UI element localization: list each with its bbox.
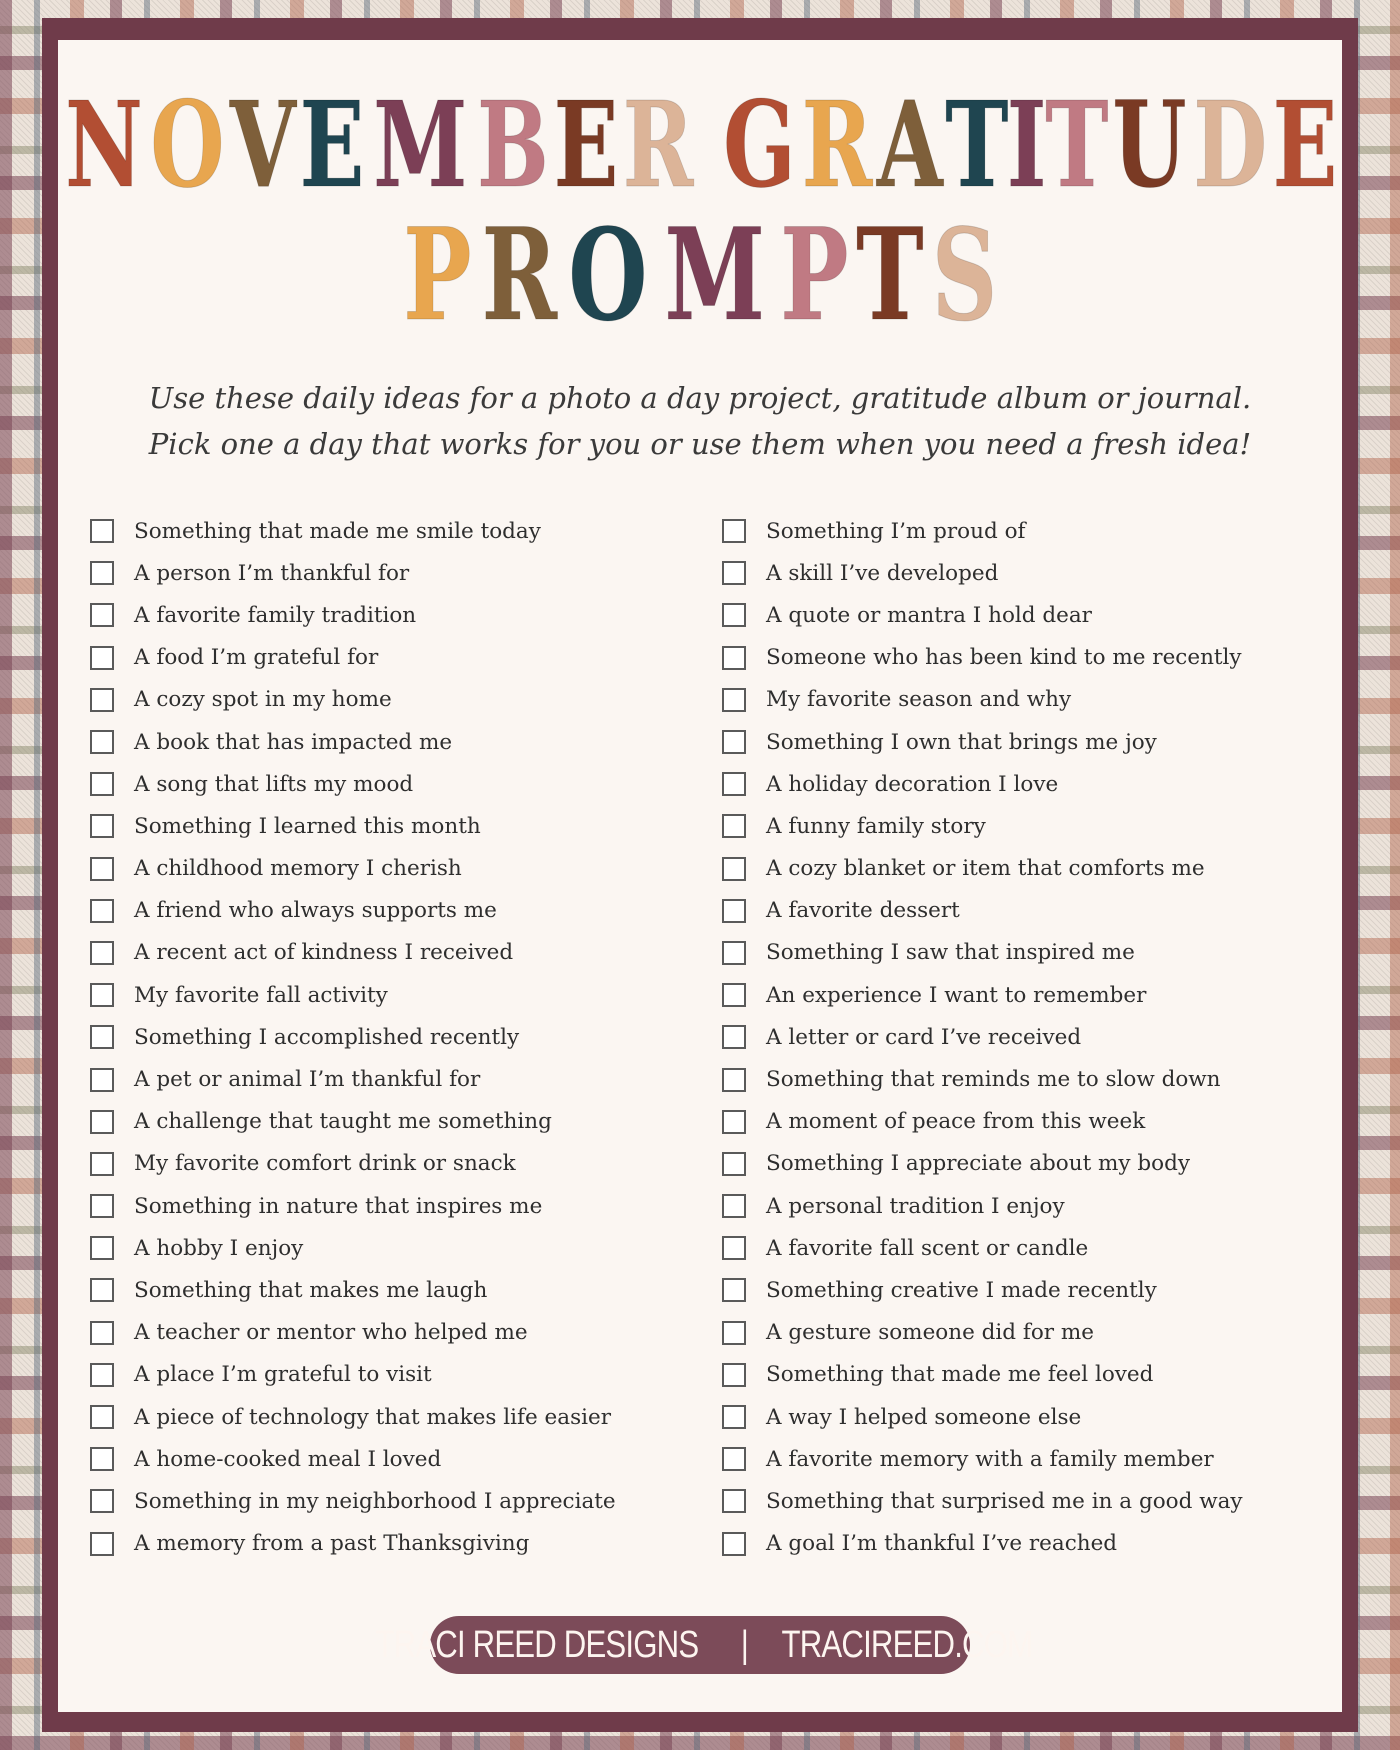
title-letter: I xyxy=(1007,75,1047,214)
prompt-label: A hobby I enjoy xyxy=(134,1235,304,1261)
title-letter: E xyxy=(553,75,619,214)
prompt-checkbox[interactable] xyxy=(722,941,746,965)
prompt-item xyxy=(90,1438,650,1480)
prompt-checkbox[interactable] xyxy=(90,899,114,923)
prompt-checkbox[interactable] xyxy=(90,519,114,543)
title-letter: U xyxy=(1112,75,1187,214)
prompt-label: A favorite fall scent or candle xyxy=(766,1235,1089,1261)
prompt-checkbox[interactable] xyxy=(722,603,746,627)
prompt-checkbox[interactable] xyxy=(722,1532,746,1556)
prompt-label: Something in my neighborhood I appreciate xyxy=(134,1488,616,1514)
prompt-checkbox[interactable] xyxy=(90,857,114,881)
prompt-label: A funny family story xyxy=(766,813,986,839)
title-prompts xyxy=(58,201,1342,349)
prompt-label: A favorite family tradition xyxy=(134,602,417,628)
prompt-label: Something I’m proud of xyxy=(766,518,1026,544)
title-letter: P xyxy=(779,201,849,349)
title-letter: V xyxy=(229,75,296,214)
prompt-label: A place I’m grateful to visit xyxy=(134,1362,432,1388)
prompt-checkbox[interactable] xyxy=(722,688,746,712)
prompt-item xyxy=(90,679,650,721)
prompt-label: My favorite fall activity xyxy=(134,982,388,1008)
title-letter: M xyxy=(664,201,766,349)
title-letter: P xyxy=(403,201,472,349)
prompt-checkbox[interactable] xyxy=(722,899,746,923)
prompt-item xyxy=(90,1354,650,1396)
prompt-checkbox[interactable] xyxy=(90,1025,114,1049)
prompt-label: A moment of peace from this week xyxy=(766,1109,1146,1135)
prompt-item xyxy=(722,1480,1282,1522)
prompt-item xyxy=(90,1312,650,1354)
prompt-label: Something in nature that inspires me xyxy=(134,1193,543,1219)
prompt-item xyxy=(90,848,650,890)
prompt-item xyxy=(722,721,1282,763)
prompt-checkbox[interactable] xyxy=(722,857,746,881)
prompt-checkbox[interactable] xyxy=(90,1194,114,1218)
prompt-checkbox[interactable] xyxy=(90,1489,114,1513)
prompt-item xyxy=(722,1312,1282,1354)
prompt-item xyxy=(90,1523,650,1565)
prompt-item xyxy=(722,1143,1282,1185)
prompt-label: A piece of technology that makes life easier xyxy=(134,1404,611,1430)
title-letter: A xyxy=(876,75,943,214)
prompt-checkbox[interactable] xyxy=(90,1152,114,1176)
prompt-item xyxy=(722,1396,1282,1438)
prompt-item xyxy=(722,763,1282,805)
prompt-item xyxy=(722,552,1282,594)
prompt-label: Something that made me feel loved xyxy=(766,1362,1154,1388)
title-letter: R xyxy=(481,201,557,349)
title-letter: M xyxy=(372,75,467,214)
prompt-label: Something I saw that inspired me xyxy=(766,940,1135,966)
footer-banner xyxy=(375,1616,1033,1674)
prompt-label: A song that lifts my mood xyxy=(134,771,414,797)
title-letter: D xyxy=(1193,75,1268,214)
prompt-checkbox[interactable] xyxy=(90,1447,114,1471)
prompt-item xyxy=(90,510,650,552)
prompt-label: A goal I’m thankful I’ve reached xyxy=(766,1531,1118,1557)
footer-brand: TRACI REED DESIGNS xyxy=(375,1623,699,1666)
prompt-checkbox[interactable] xyxy=(722,1236,746,1260)
prompt-label: A challenge that taught me something xyxy=(134,1109,552,1135)
prompt-checkbox[interactable] xyxy=(722,1152,746,1176)
prompt-checkbox[interactable] xyxy=(722,1068,746,1092)
prompt-item xyxy=(722,805,1282,847)
prompt-label: Something that reminds me to slow down xyxy=(766,1067,1221,1093)
prompt-checkbox[interactable] xyxy=(90,1278,114,1302)
prompt-label: A recent act of kindness I received xyxy=(134,940,514,966)
title-letter: E xyxy=(1272,75,1337,214)
prompt-checkbox[interactable] xyxy=(722,1363,746,1387)
prompt-label: A memory from a past Thanksgiving xyxy=(134,1531,530,1557)
prompt-list-left xyxy=(90,510,650,1565)
title-letter: T xyxy=(1044,75,1109,214)
prompt-item xyxy=(90,1101,650,1143)
prompt-item xyxy=(722,1354,1282,1396)
prompt-checkbox[interactable] xyxy=(90,561,114,585)
title-letter: T xyxy=(856,201,924,349)
prompt-label: A food I’m grateful for xyxy=(134,645,379,671)
prompt-label: A childhood memory I cherish xyxy=(134,856,462,882)
title-november-gratitude xyxy=(58,75,1342,214)
prompt-checkbox[interactable] xyxy=(90,1405,114,1429)
prompt-label: Something that makes me laugh xyxy=(134,1277,488,1303)
title-letter: R xyxy=(801,75,873,214)
prompt-checkbox[interactable] xyxy=(722,814,746,838)
prompt-checkbox[interactable] xyxy=(90,1321,114,1345)
title-letter: N xyxy=(65,75,144,214)
prompt-item xyxy=(722,1269,1282,1311)
prompt-item xyxy=(722,637,1282,679)
prompt-item xyxy=(90,1227,650,1269)
prompt-item xyxy=(722,679,1282,721)
prompt-item xyxy=(90,1269,650,1311)
prompt-checkbox[interactable] xyxy=(722,1405,746,1429)
prompt-label: Something I accomplished recently xyxy=(134,1024,520,1050)
prompt-item xyxy=(722,594,1282,636)
prompt-item xyxy=(722,1016,1282,1058)
prompt-label: A teacher or mentor who helped me xyxy=(134,1320,528,1346)
prompt-checkbox[interactable] xyxy=(722,1278,746,1302)
prompt-item xyxy=(722,848,1282,890)
prompt-label: A home-cooked meal I loved xyxy=(134,1446,442,1472)
prompt-checkbox[interactable] xyxy=(722,1447,746,1471)
prompt-checkbox[interactable] xyxy=(90,730,114,754)
prompt-item xyxy=(90,1185,650,1227)
prompt-checkbox[interactable] xyxy=(722,730,746,754)
prompt-label: A holiday decoration I love xyxy=(766,771,1059,797)
prompt-item xyxy=(722,1058,1282,1100)
prompt-label: A quote or mantra I hold dear xyxy=(766,602,1092,628)
footer-separator: | xyxy=(740,1623,748,1666)
prompt-item xyxy=(722,1227,1282,1269)
prompt-item xyxy=(90,552,650,594)
prompt-item xyxy=(90,1480,650,1522)
title-letter: G xyxy=(723,75,796,214)
prompt-checkbox[interactable] xyxy=(90,603,114,627)
title-letter: R xyxy=(622,75,694,214)
prompt-label: A friend who always supports me xyxy=(134,898,497,924)
prompt-checkbox[interactable] xyxy=(90,983,114,1007)
title-letter: O xyxy=(568,201,648,349)
prompt-checkbox[interactable] xyxy=(90,646,114,670)
prompt-item xyxy=(90,890,650,932)
prompt-label: A skill I’ve developed xyxy=(766,560,999,586)
prompt-item xyxy=(90,974,650,1016)
prompt-item xyxy=(90,932,650,974)
prompt-label: My favorite season and why xyxy=(766,687,1072,713)
printable-page xyxy=(58,40,1342,1712)
prompt-item xyxy=(90,1058,650,1100)
prompt-item xyxy=(90,1396,650,1438)
prompt-checkbox[interactable] xyxy=(722,1025,746,1049)
prompt-label: Something I learned this month xyxy=(134,813,481,839)
prompt-label: A cozy spot in my home xyxy=(134,687,392,713)
prompt-checkbox[interactable] xyxy=(722,1489,746,1513)
prompt-item xyxy=(722,932,1282,974)
prompt-label: My favorite comfort drink or snack xyxy=(134,1151,516,1177)
title-letter: O xyxy=(150,75,225,214)
prompt-label: A gesture someone did for me xyxy=(766,1320,1095,1346)
prompt-label: Something that made me smile today xyxy=(134,518,541,544)
prompt-checkbox[interactable] xyxy=(90,688,114,712)
prompt-checkbox[interactable] xyxy=(722,1194,746,1218)
prompt-label: Someone who has been kind to me recently xyxy=(766,645,1242,671)
prompt-label: A letter or card I’ve received xyxy=(766,1024,1082,1050)
prompt-label: A favorite memory with a family member xyxy=(766,1446,1214,1472)
prompt-item xyxy=(90,1143,650,1185)
prompt-label: A favorite dessert xyxy=(766,898,960,924)
prompt-checkbox[interactable] xyxy=(722,1110,746,1134)
prompt-label: A cozy blanket or item that comforts me xyxy=(766,856,1205,882)
prompt-item xyxy=(90,721,650,763)
prompt-label: Something creative I made recently xyxy=(766,1277,1157,1303)
prompt-checkbox[interactable] xyxy=(90,772,114,796)
prompt-checkbox[interactable] xyxy=(90,1068,114,1092)
prompt-item xyxy=(722,974,1282,1016)
prompt-item xyxy=(90,594,650,636)
prompt-checkbox[interactable] xyxy=(90,1532,114,1556)
prompt-label: A person I’m thankful for xyxy=(134,560,410,586)
prompt-label: Something that surprised me in a good way xyxy=(766,1488,1243,1514)
prompt-checkbox[interactable] xyxy=(722,983,746,1007)
prompt-item xyxy=(722,1101,1282,1143)
prompt-item xyxy=(722,890,1282,932)
prompt-checkbox[interactable] xyxy=(722,772,746,796)
prompt-checkbox[interactable] xyxy=(90,1236,114,1260)
prompt-checkbox[interactable] xyxy=(90,1110,114,1134)
prompt-item xyxy=(90,805,650,847)
title-letter: T xyxy=(945,75,1010,214)
prompt-item xyxy=(90,637,650,679)
prompt-label: A pet or animal I’m thankful for xyxy=(134,1067,481,1093)
prompt-item xyxy=(722,1185,1282,1227)
prompt-label: An experience I want to remember xyxy=(766,982,1147,1008)
prompt-item xyxy=(90,763,650,805)
prompt-item xyxy=(722,1438,1282,1480)
prompt-item xyxy=(722,510,1282,552)
prompt-item xyxy=(722,1523,1282,1565)
title-letter: S xyxy=(931,201,998,349)
prompt-label: Something I appreciate about my body xyxy=(766,1151,1191,1177)
title-letter: B xyxy=(477,75,550,214)
prompt-checkbox[interactable] xyxy=(90,941,114,965)
prompt-item xyxy=(90,1016,650,1058)
prompt-checkbox[interactable] xyxy=(90,1363,114,1387)
prompt-checkbox[interactable] xyxy=(722,1321,746,1345)
prompt-label: A book that has impacted me xyxy=(134,729,453,755)
prompt-checkbox[interactable] xyxy=(722,519,746,543)
prompt-checkbox[interactable] xyxy=(722,561,746,585)
prompt-label: A personal tradition I enjoy xyxy=(766,1193,1065,1219)
prompt-checkbox[interactable] xyxy=(722,646,746,670)
prompt-list-right xyxy=(722,510,1282,1565)
title-letter: E xyxy=(299,75,365,214)
footer-website-link[interactable]: TRACIREED.COM xyxy=(781,1623,1033,1666)
prompt-label: A way I helped someone else xyxy=(766,1404,1082,1430)
prompt-label: Something I own that brings me joy xyxy=(766,729,1157,755)
intro-text: Use these daily ideas for a photo a day project, gratitude album or journal. Pick one a day that works for you or use them when you need a fresh idea! xyxy=(148,381,1252,461)
prompt-checkbox[interactable] xyxy=(90,814,114,838)
